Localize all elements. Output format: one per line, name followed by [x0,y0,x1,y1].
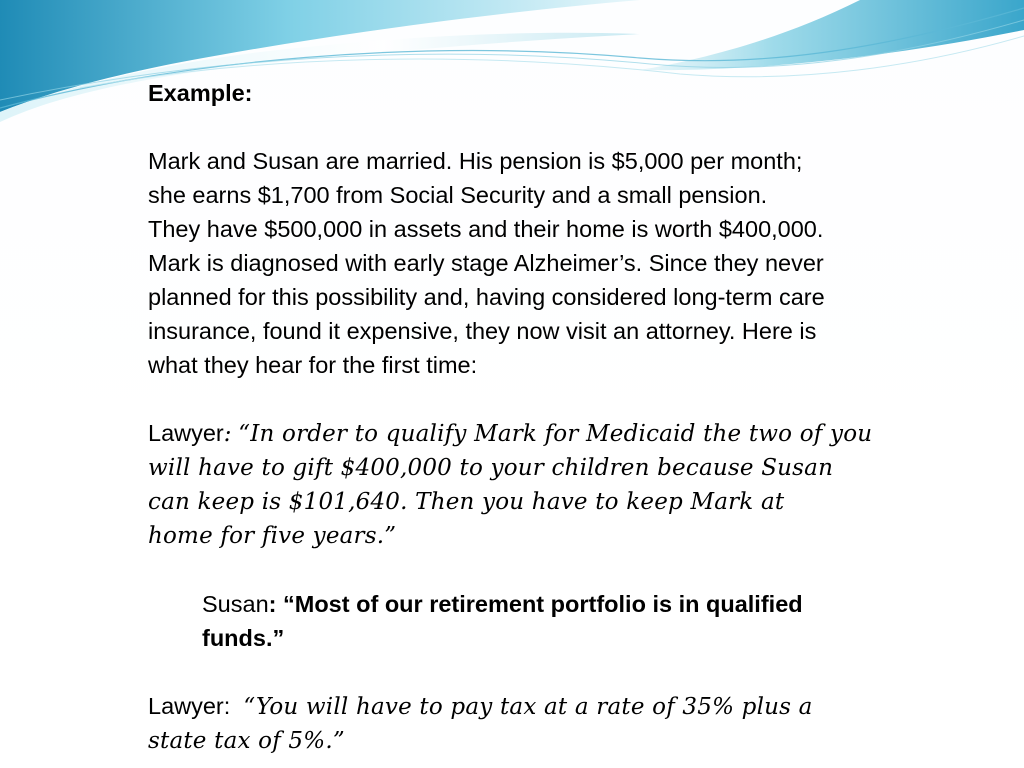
lawyer-quote-line: “You will have to pay tax at a rate of 35% plus a [243,694,813,720]
spacer [148,382,988,416]
intro-line: planned for this possibility and, having considered long-term care [148,284,825,310]
intro-paragraph [148,144,988,382]
intro-line: what they hear for the first time: [148,352,478,378]
speaker-colon: : [268,591,277,617]
example-heading: Example: [148,80,253,106]
susan-speaker-label: Susan [202,591,269,617]
susan-quote-line: “Most of our retirement portfolio is in qualified [283,591,803,617]
lawyer-quote-line: will have to gift $400,000 to your children because Susan [148,455,834,481]
lawyer-quote-line: can keep is $101,640. Then you have to keep Mark at [148,489,785,515]
spacer [148,553,988,587]
susan-quote [148,587,988,655]
intro-line: she earns $1,700 from Social Security and a small pension. [148,182,768,208]
lawyer-quote-line: state tax of 5%.” [148,728,345,754]
intro-line: insurance, found it expensive, they now visit an attorney. Here is [148,318,817,344]
spacer [148,110,988,144]
lawyer-quote-1 [148,416,988,553]
lawyer-quote-line: “In order to qualify Mark for Medicaid the two of you [238,421,873,447]
intro-line: They have $500,000 in assets and their home is worth $400,000. [148,216,824,242]
slide-body [148,76,988,758]
lawyer-speaker-label: Lawyer [148,420,224,446]
speaker-colon: : [223,693,231,719]
lawyer-quote-2 [148,689,988,758]
lawyer-quote-line: home for five years.” [148,523,397,549]
speaker-colon: : [223,421,232,447]
lawyer-speaker-label: Lawyer [148,693,224,719]
intro-line: Mark is diagnosed with early stage Alzheimer’s. Since they never [148,250,824,276]
susan-quote-line: funds.” [202,625,285,651]
intro-line: Mark and Susan are married. His pension is $5,000 per month; [148,148,803,174]
spacer [148,655,988,689]
